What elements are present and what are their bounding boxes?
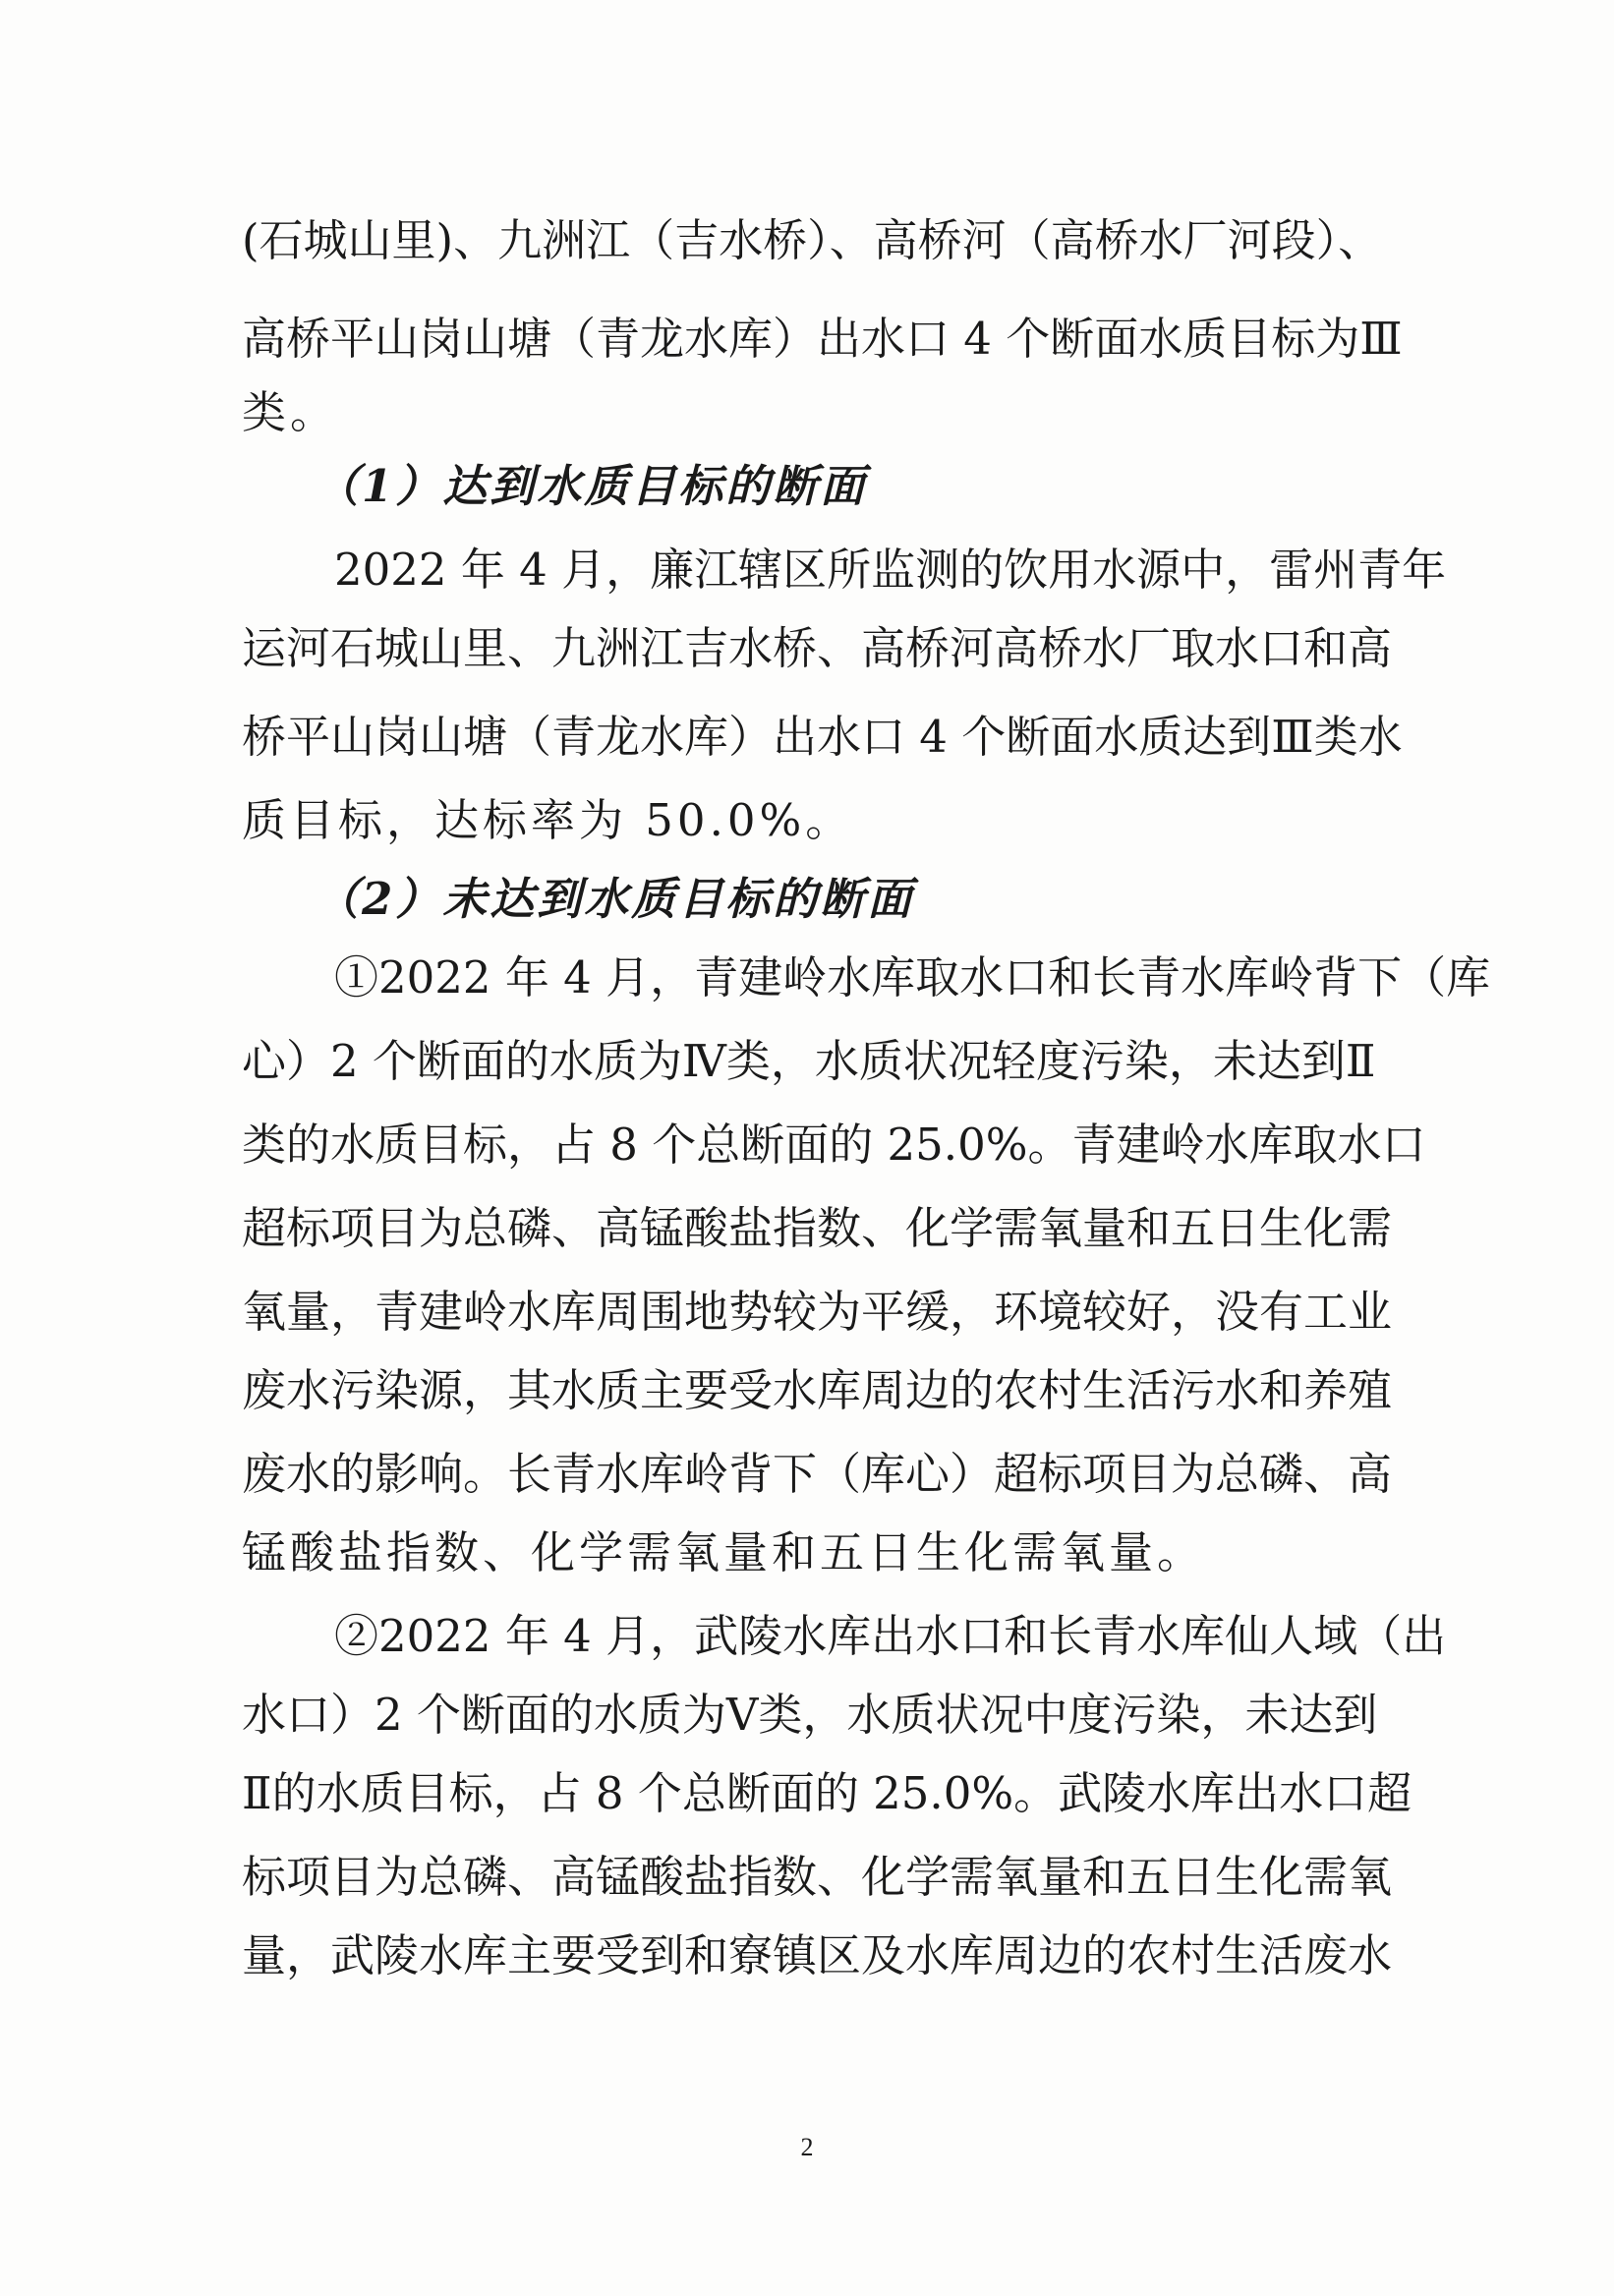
section2-p2-line-4: 标项目为总磷、高锰酸盐指数、化学需氧量和五日生化需氧 [242, 1851, 1393, 1903]
section1-line-1: 2022 年 4 月，廉江辖区所监测的饮用水源中，雷州青年 [334, 544, 1447, 596]
section1-line-4: 质目标，达标率为 50.0%。 [242, 794, 854, 846]
section2-p1-line-1: ①2022 年 4 月，青建岭水库取水口和长青水库岭背下（库 [334, 951, 1491, 1004]
intro-line-3: 类。 [242, 386, 339, 438]
section1-line-2: 运河石城山里、九洲江吉水桥、高桥河高桥水厂取水口和高 [242, 622, 1393, 674]
intro-line-2: 高桥平山岗山塘（青龙水库）出水口 4 个断面水质目标为Ⅲ [242, 313, 1403, 365]
section2-p1-line-2: 心）2 个断面的水质为Ⅳ类，水质状况轻度污染，未达到Ⅱ [242, 1035, 1376, 1087]
page-number: 2 [800, 2133, 814, 2161]
section1-heading: （1）达到水质目标的断面 [315, 460, 868, 512]
section2-p1-line-4: 超标项目为总磷、高锰酸盐指数、化学需氧量和五日生化需 [242, 1202, 1393, 1254]
section1-line-3: 桥平山岗山塘（青龙水库）出水口 4 个断面水质达到Ⅲ类水 [242, 711, 1403, 763]
section2-p1-line-5: 氧量，青建岭水库周围地势较为平缓，环境较好，没有工业 [242, 1286, 1393, 1338]
section2-p2-line-5: 量，武陵水库主要受到和寮镇区及水库周边的农村生活废水 [242, 1929, 1393, 1981]
section2-p2-line-1: ②2022 年 4 月，武陵水库出水口和长青水库仙人域（出 [334, 1610, 1447, 1662]
section2-p2-line-2: 水口）2 个断面的水质为Ⅴ类，水质状况中度污染，未达到 [242, 1689, 1378, 1741]
section2-p1-line-8: 锰酸盐指数、化学需氧量和五日生化需氧量。 [242, 1526, 1206, 1578]
section2-p1-line-3: 类的水质目标，占 8 个总断面的 25.0%。青建岭水库取水口 [242, 1119, 1426, 1171]
section2-heading: （2）未达到水质目标的断面 [315, 873, 915, 925]
section2-p1-line-7: 废水的影响。长青水库岭背下（库心）超标项目为总磷、高 [242, 1448, 1393, 1500]
intro-line-1: (石城山里)、九洲江（吉水桥）、高桥河（高桥水厂河段）、 [242, 214, 1383, 266]
section2-p1-line-6: 废水污染源，其水质主要受水库周边的农村生活污水和养殖 [242, 1364, 1393, 1416]
section2-p2-line-3: Ⅱ的水质目标，占 8 个总断面的 25.0%。武陵水库出水口超 [242, 1767, 1412, 1819]
